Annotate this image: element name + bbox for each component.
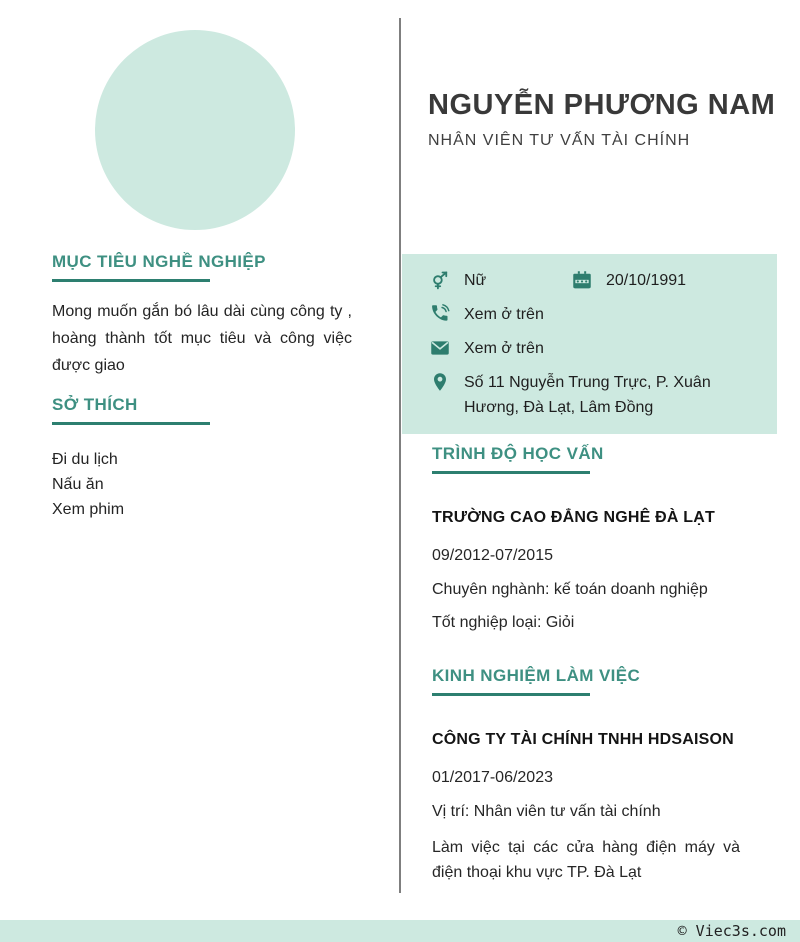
hobby-item: Nấu ăn: [52, 476, 104, 493]
info-row-address: [430, 370, 759, 420]
education-underline: [432, 471, 590, 474]
birthday-field: [572, 268, 686, 293]
education-period: 09/2012-07/2015: [432, 547, 553, 564]
company-name: CÔNG TY TÀI CHÍNH TNHH HDSAISON: [432, 731, 734, 748]
avatar: [95, 30, 295, 230]
experience-heading: KINH NGHIỆM LÀM VIỆC: [432, 666, 641, 685]
hobbies-underline: [52, 422, 210, 425]
hobbies-heading: SỞ THÍCH: [52, 395, 138, 414]
objective-underline: [52, 279, 210, 282]
copyright-text: © Viec3s.com: [677, 922, 786, 940]
experience-underline: [432, 693, 590, 696]
hobby-item: Xem phim: [52, 501, 125, 518]
gender-value: Nữ: [464, 272, 487, 289]
experience-period: 01/2017-06/2023: [432, 769, 553, 786]
gender-icon: [430, 270, 450, 290]
email-icon: [430, 338, 450, 358]
objective-section: [52, 252, 352, 379]
hobby-list: [52, 447, 352, 522]
hobby-item: Đi du lịch: [52, 451, 118, 468]
school-name: TRƯỜNG CAO ĐẲNG NGHÊ ĐÀ LẠT: [432, 509, 715, 526]
location-icon: [430, 372, 450, 392]
candidate-name: NGUYỄN PHƯƠNG NAM: [428, 89, 776, 121]
info-row-phone: [430, 302, 759, 327]
left-column: [52, 252, 352, 522]
info-row-gender-birthday: [430, 268, 759, 293]
experience-description: Làm việc tại các cửa hàng điện máy và điện thoại khu vực TP. Đà Lạt: [432, 839, 740, 881]
header: [428, 88, 783, 150]
objective-heading: MỤC TIÊU NGHỀ NGHIỆP: [52, 252, 266, 271]
experience-section: [432, 666, 740, 885]
objective-text: Mong muốn gắn bó lâu dài cùng công ty , hoàng thành tốt mục tiêu và công việc được giao: [52, 303, 352, 374]
vertical-divider: [399, 18, 401, 893]
gender-field: [430, 268, 572, 293]
job-title: NHÂN VIÊN TƯ VẤN TÀI CHÍNH: [428, 132, 691, 149]
email-value: Xem ở trên: [464, 340, 544, 357]
education-major: Chuyên nghành: kế toán doanh nghiệp: [432, 581, 708, 598]
education-grade: Tốt nghiệp loại: Giỏi: [432, 614, 575, 631]
phone-value: Xem ở trên: [464, 306, 544, 323]
calendar-icon: [572, 270, 592, 290]
education-section: [432, 444, 740, 633]
right-column: [432, 444, 740, 885]
address-value: Số 11 Nguyễn Trung Trực, P. Xuân Hương, Đà Lạt, Lâm Đồng: [464, 374, 711, 416]
footer-bar: [0, 920, 800, 942]
birthday-value: 20/10/1991: [606, 272, 687, 289]
hobbies-section: [52, 395, 352, 522]
phone-icon: [430, 304, 450, 324]
experience-position: Vị trí: Nhân viên tư vấn tài chính: [432, 803, 661, 820]
info-row-email: [430, 336, 759, 361]
contact-info-panel: [402, 254, 777, 434]
education-heading: TRÌNH ĐỘ HỌC VẤN: [432, 444, 604, 463]
